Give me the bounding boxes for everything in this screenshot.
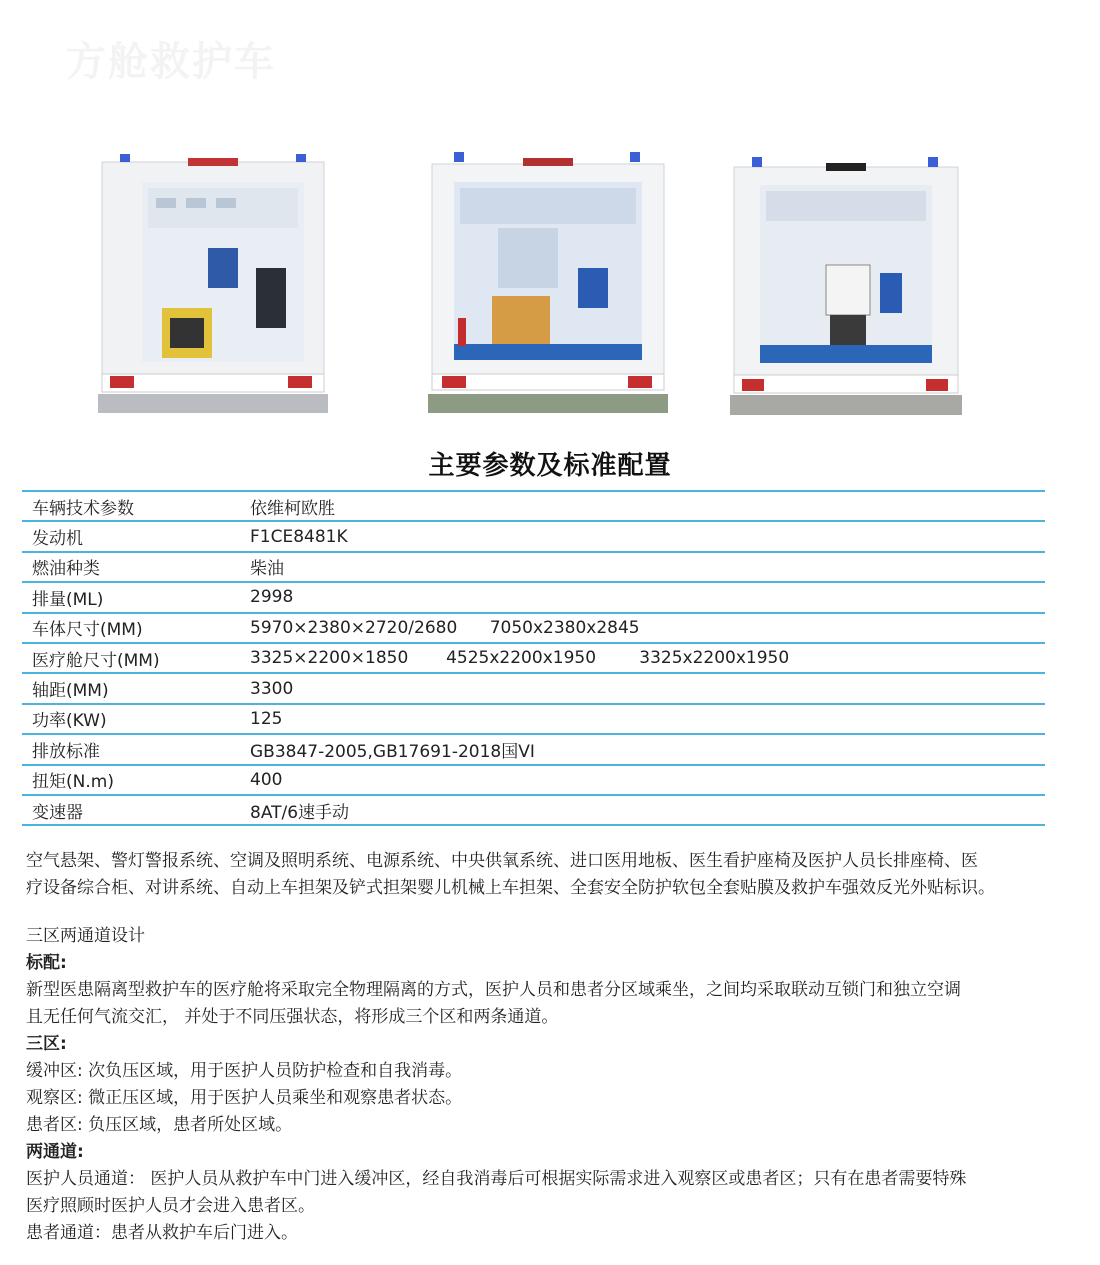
spec-value: 400 (240, 765, 1045, 795)
spec-row (22, 582, 1045, 612)
cabin-photo-3 (730, 155, 962, 415)
cabin-photo-1 (98, 148, 328, 413)
spec-row (22, 734, 1045, 764)
spec-key: 排量(ML) (22, 582, 240, 612)
standard-config-text (26, 848, 1056, 902)
config-line: 空气悬架、警灯警报系统、空调及照明系统、电源系统、中央供氧系统、进口医用地板、医生看护座椅及医护人员长排座椅、医 (26, 851, 978, 871)
spec-value: 2998 (240, 582, 1045, 612)
spec-value: 5970×2380×2720/2680 7050x2380x2845 (240, 613, 1045, 643)
design-heading: 三区两通道设计 (26, 926, 145, 946)
spec-row (22, 765, 1045, 795)
faint-title: 方舱救护车 (66, 39, 276, 85)
spec-value: 125 (240, 704, 1045, 734)
zone-item: 观察区: 微正压区域，用于医护人员乘坐和观察患者状态。 (26, 1088, 463, 1108)
spec-key: 发动机 (22, 521, 240, 551)
zone-item: 缓冲区: 次负压区域，用于医护人员防护检查和自我消毒。 (26, 1061, 463, 1081)
biaopei-text: 新型医患隔离型救护车的医疗舱将采取完全物理隔离的方式，医护人员和患者分区域乘坐，之间均采取联动互锁门和独立空调 (26, 980, 961, 1000)
cabin-photo-2 (428, 148, 668, 413)
spec-table (22, 490, 1045, 826)
biaopei-text: 且无任何气流交汇， 并处于不同压强状态，将形成三个区和两条通道。 (26, 1007, 559, 1027)
spec-row (22, 552, 1045, 582)
liangtongdao-label: 两通道: (26, 1142, 84, 1162)
spec-value: 3300 (240, 673, 1045, 703)
channel-item: 医护人员通道： 医护人员从救护车中门进入缓冲区，经自我消毒后可根据实际需求进入观察区或患者区；只有在患者需要特殊 (26, 1169, 967, 1189)
channel-item: 医疗照顾时医护人员才会进入患者区。 (26, 1196, 315, 1216)
spec-key: 排放标准 (22, 734, 240, 764)
spec-key: 医疗舱尺寸(MM) (22, 643, 240, 673)
spec-row (22, 491, 1045, 521)
photo-strip (0, 0, 1100, 430)
spec-row (22, 673, 1045, 703)
spec-key: 车辆技术参数 (22, 491, 240, 521)
spec-value: F1CE8481K (240, 521, 1045, 551)
spec-value: 8AT/6速手动 (240, 795, 1045, 825)
spec-title: 主要参数及标准配置 (428, 451, 672, 481)
spec-key: 轴距(MM) (22, 673, 240, 703)
spec-value: GB3847-2005,GB17691-2018国VI (240, 734, 1045, 764)
spec-key: 扭矩(N.m) (22, 765, 240, 795)
spec-value: 依维柯欧胜 (240, 491, 1045, 521)
spec-row (22, 643, 1045, 673)
spec-row (22, 795, 1045, 825)
design-section (26, 923, 1056, 1247)
spec-value: 3325×2200×1850 4525x2200x1950 3325x2200x1950 (240, 643, 1045, 673)
channel-item: 患者通道：患者从救护车后门进入。 (26, 1223, 298, 1243)
spec-row (22, 521, 1045, 551)
spec-key: 燃油种类 (22, 552, 240, 582)
spec-key: 变速器 (22, 795, 240, 825)
biaopei-label: 标配: (26, 953, 67, 973)
spec-row (22, 704, 1045, 734)
sanqu-label: 三区: (26, 1034, 67, 1054)
spec-value: 柴油 (240, 552, 1045, 582)
spec-key: 功率(KW) (22, 704, 240, 734)
spec-row (22, 613, 1045, 643)
zone-item: 患者区: 负压区域，患者所处区域。 (26, 1115, 293, 1135)
config-line: 疗设备综合柜、对讲系统、自动上车担架及铲式担架婴儿机械上车担架、全套安全防护软包全套贴膜及救护车强效反光外贴标识。 (26, 878, 995, 898)
spec-key: 车体尺寸(MM) (22, 613, 240, 643)
